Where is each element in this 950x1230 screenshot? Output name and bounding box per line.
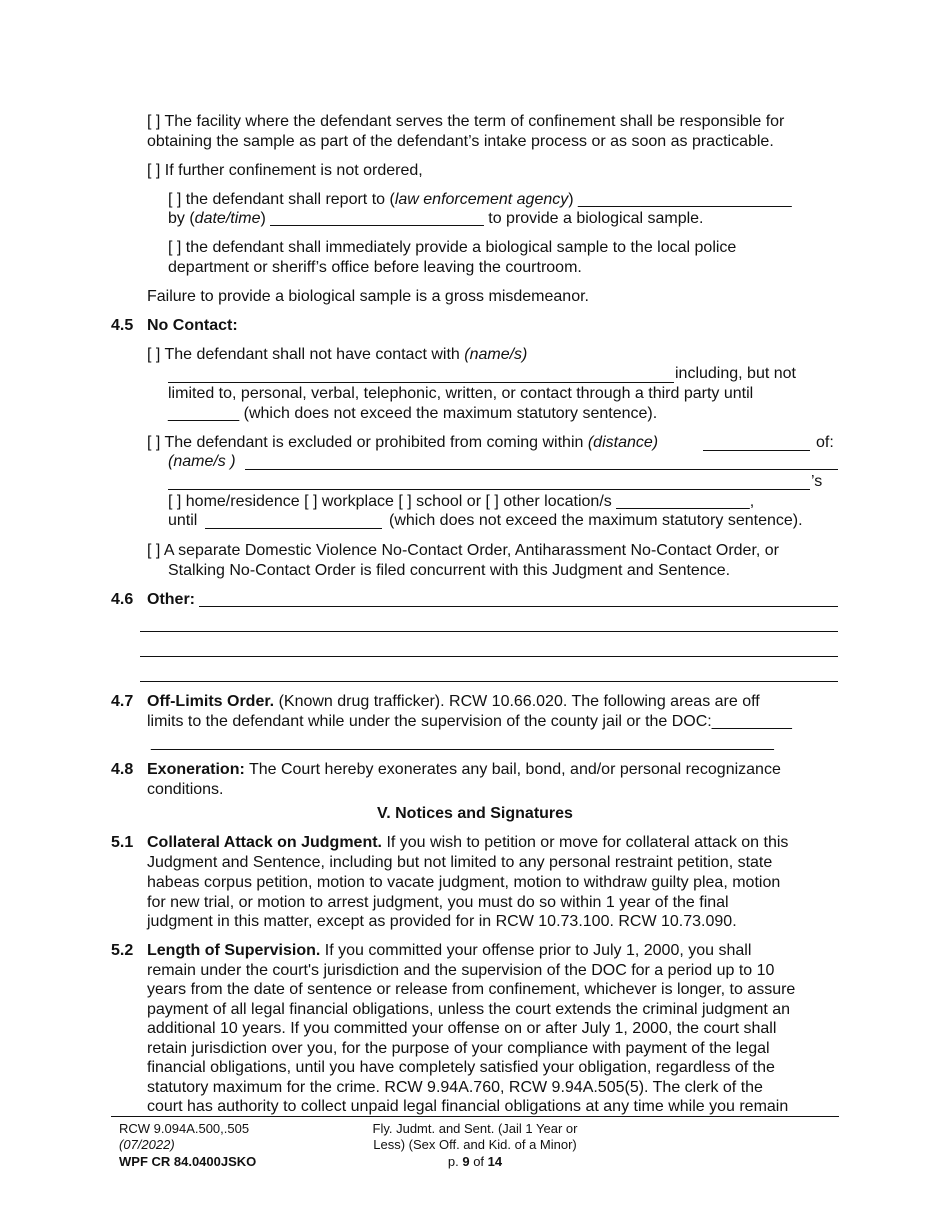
off-limits-text: (Known drug trafficker). RCW 10.66.020. The following areas are off bbox=[274, 693, 760, 710]
by-text-b: ) ________________________ to provide a biological sample. bbox=[260, 210, 704, 227]
no-contact-text: [ ] The defendant shall not have contact with bbox=[147, 346, 465, 363]
section-v-heading: V. Notices and Signatures bbox=[377, 805, 573, 822]
report-text-b: ) ________________________ bbox=[568, 191, 792, 208]
distance-label: (distance) bbox=[587, 434, 659, 451]
excluded-text: [ ] The defendant is excluded or prohibited from coming within bbox=[147, 434, 588, 451]
off-limits-blank-line: ______________________________________________________________________ bbox=[151, 734, 774, 751]
footer-rcw: RCW 9.094A.500,.505 bbox=[119, 1121, 250, 1136]
footer-title-2: Less) (Sex Off. and Kid. of a Minor) bbox=[373, 1137, 577, 1152]
footer-page bbox=[300, 1154, 650, 1170]
until-max-text: (which does not exceed the maximum statutory sentence). bbox=[389, 512, 803, 529]
further-confinement-option: [ ] If further confinement is not ordered, bbox=[147, 162, 423, 179]
section-5-2-number: 5.2 bbox=[111, 942, 134, 959]
until-sentence-line bbox=[168, 404, 657, 424]
report-agency-label: law enforcement agency bbox=[394, 191, 569, 208]
immediate-line-1: [ ] the defendant shall immediately provide a biological sample to the local police bbox=[168, 239, 737, 256]
section-4-8-number: 4.8 bbox=[111, 761, 134, 778]
other-blank-3 bbox=[140, 656, 838, 657]
including-text: including, but not bbox=[675, 365, 796, 382]
names-blank bbox=[168, 382, 674, 383]
until-date-blank bbox=[205, 528, 382, 529]
location-options: [ ] home/residence [ ] workplace [ ] school or [ ] other location/s _______________, bbox=[168, 493, 755, 510]
supervision-line: additional 10 years. If you committed your offense on or after July 1, 2000, the court shall bbox=[147, 1020, 777, 1037]
off-limits-line-2: limits to the defendant while under the supervision of the county jail or the DOC:_________ bbox=[147, 713, 792, 730]
section-5-2-title: Length of Supervision. bbox=[147, 942, 321, 959]
no-contact-names-line bbox=[147, 345, 527, 365]
supervision-line: court has authority to collect unpaid legal financial obligations at any time while you remain bbox=[147, 1098, 789, 1115]
footer-rule bbox=[111, 1116, 839, 1117]
collateral-line: judgment in this matter, except as provided for in RCW 10.73.100. RCW 10.73.090. bbox=[147, 913, 737, 930]
separate-order-line-2: Stalking No-Contact Order is filed concurrent with this Judgment and Sentence. bbox=[168, 562, 731, 579]
by-date-label: date/time bbox=[194, 210, 261, 227]
facility-line-1: [ ] The facility where the defendant serves the term of confinement shall be responsible for bbox=[147, 113, 785, 130]
limited-to-line: limited to, personal, verbal, telephonic, written, or contact through a third party until bbox=[168, 385, 754, 402]
supervision-text: If you committed your offense prior to July 1, 2000, you shall bbox=[320, 942, 752, 959]
collateral-text: If you wish to petition or move for collateral attack on this bbox=[382, 834, 789, 851]
report-text-a: [ ] the defendant shall report to ( bbox=[168, 191, 395, 208]
supervision-line: retain jurisdiction over you, for the purpose of your compliance with payment of the legal bbox=[147, 1040, 770, 1057]
supervision-line: financial obligations, until you have completely satisfied your obligation, regardless of the bbox=[147, 1059, 775, 1076]
section-4-7-title: Off-Limits Order. bbox=[147, 693, 275, 710]
collateral-line-1 bbox=[147, 833, 788, 853]
collateral-line: for new trial, or motion to arrest judgment, you must do so within 1 year of the final bbox=[147, 894, 729, 911]
immediate-line-2: department or sheriff’s office before leaving the courtroom. bbox=[168, 259, 582, 276]
until-label: until bbox=[168, 512, 198, 529]
section-4-6-title: Other: bbox=[147, 591, 195, 608]
by-text-a: by ( bbox=[168, 210, 195, 227]
section-5-1-number: 5.1 bbox=[111, 834, 134, 851]
separate-order-line-1: [ ] A separate Domestic Violence No-Contact Order, Antiharassment No-Contact Order, or bbox=[147, 542, 779, 559]
exoneration-text: The Court hereby exonerates any bail, bond, and/or personal recognizance bbox=[244, 761, 781, 778]
exoneration-line-1 bbox=[147, 760, 781, 780]
other-blank-2 bbox=[140, 631, 838, 632]
facility-line-2: obtaining the sample as part of the defendant’s intake process or as soon as practicable. bbox=[147, 133, 774, 150]
other-blank-1 bbox=[199, 606, 838, 607]
supervision-line: statutory maximum for the crime. RCW 9.94A.760, RCW 9.94A.505(5). The clerk of the bbox=[147, 1079, 763, 1096]
report-by-line bbox=[168, 209, 704, 229]
distance-blank bbox=[703, 450, 810, 451]
collateral-line: Judgment and Sentence, including but not limited to any personal restraint petition, state bbox=[147, 854, 773, 871]
footer-date: (07/2022) bbox=[119, 1137, 175, 1152]
until-text: (which does not exceed the maximum statutory sentence). bbox=[239, 405, 658, 422]
page-total: 14 bbox=[487, 1154, 503, 1169]
supervision-line: payment of all legal financial obligations, unless the court extends the criminal judgment an bbox=[147, 1001, 791, 1018]
section-4-8-title: Exoneration: bbox=[147, 761, 245, 778]
off-limits-line-1 bbox=[147, 692, 760, 712]
failure-notice: Failure to provide a biological sample is a gross misdemeanor. bbox=[147, 288, 589, 305]
page-prefix: p. bbox=[447, 1154, 463, 1169]
of-label: of: bbox=[816, 434, 834, 451]
names-label: (name/s) bbox=[464, 346, 528, 363]
other-blank-4 bbox=[140, 681, 838, 682]
until-blank: ________ bbox=[168, 405, 240, 422]
report-agency-line bbox=[168, 190, 792, 210]
supervision-line: remain under the court's jurisdiction and the supervision of the DOC for a period up to 10 bbox=[147, 962, 775, 979]
excluded-names-label: (name/s ) bbox=[168, 453, 236, 470]
page-of: of bbox=[469, 1154, 488, 1169]
footer-form-number: WPF CR 84.0400JSKO bbox=[119, 1154, 257, 1169]
excluded-line bbox=[147, 433, 658, 453]
excluded-names-blank-2 bbox=[168, 489, 810, 490]
section-4-6-number: 4.6 bbox=[111, 591, 134, 608]
possessive-mark: ’s bbox=[811, 473, 823, 490]
supervision-line-1 bbox=[147, 941, 751, 961]
excluded-names-blank bbox=[245, 469, 838, 470]
section-5-1-title: Collateral Attack on Judgment. bbox=[147, 834, 382, 851]
section-4-5-number: 4.5 bbox=[111, 317, 134, 334]
footer-title-1: Fly. Judmt. and Sent. (Jail 1 Year or bbox=[372, 1121, 578, 1136]
supervision-line: years from the date of sentence or release from confinement, whichever is longer, to assure bbox=[147, 981, 796, 998]
section-4-7-number: 4.7 bbox=[111, 693, 134, 710]
page-number: 9 bbox=[462, 1154, 470, 1169]
collateral-line: habeas corpus petition, motion to vacate judgment, motion to withdraw guilty plea, motion bbox=[147, 874, 781, 891]
exoneration-line-2: conditions. bbox=[147, 781, 224, 798]
section-4-5-title: No Contact: bbox=[147, 317, 238, 334]
